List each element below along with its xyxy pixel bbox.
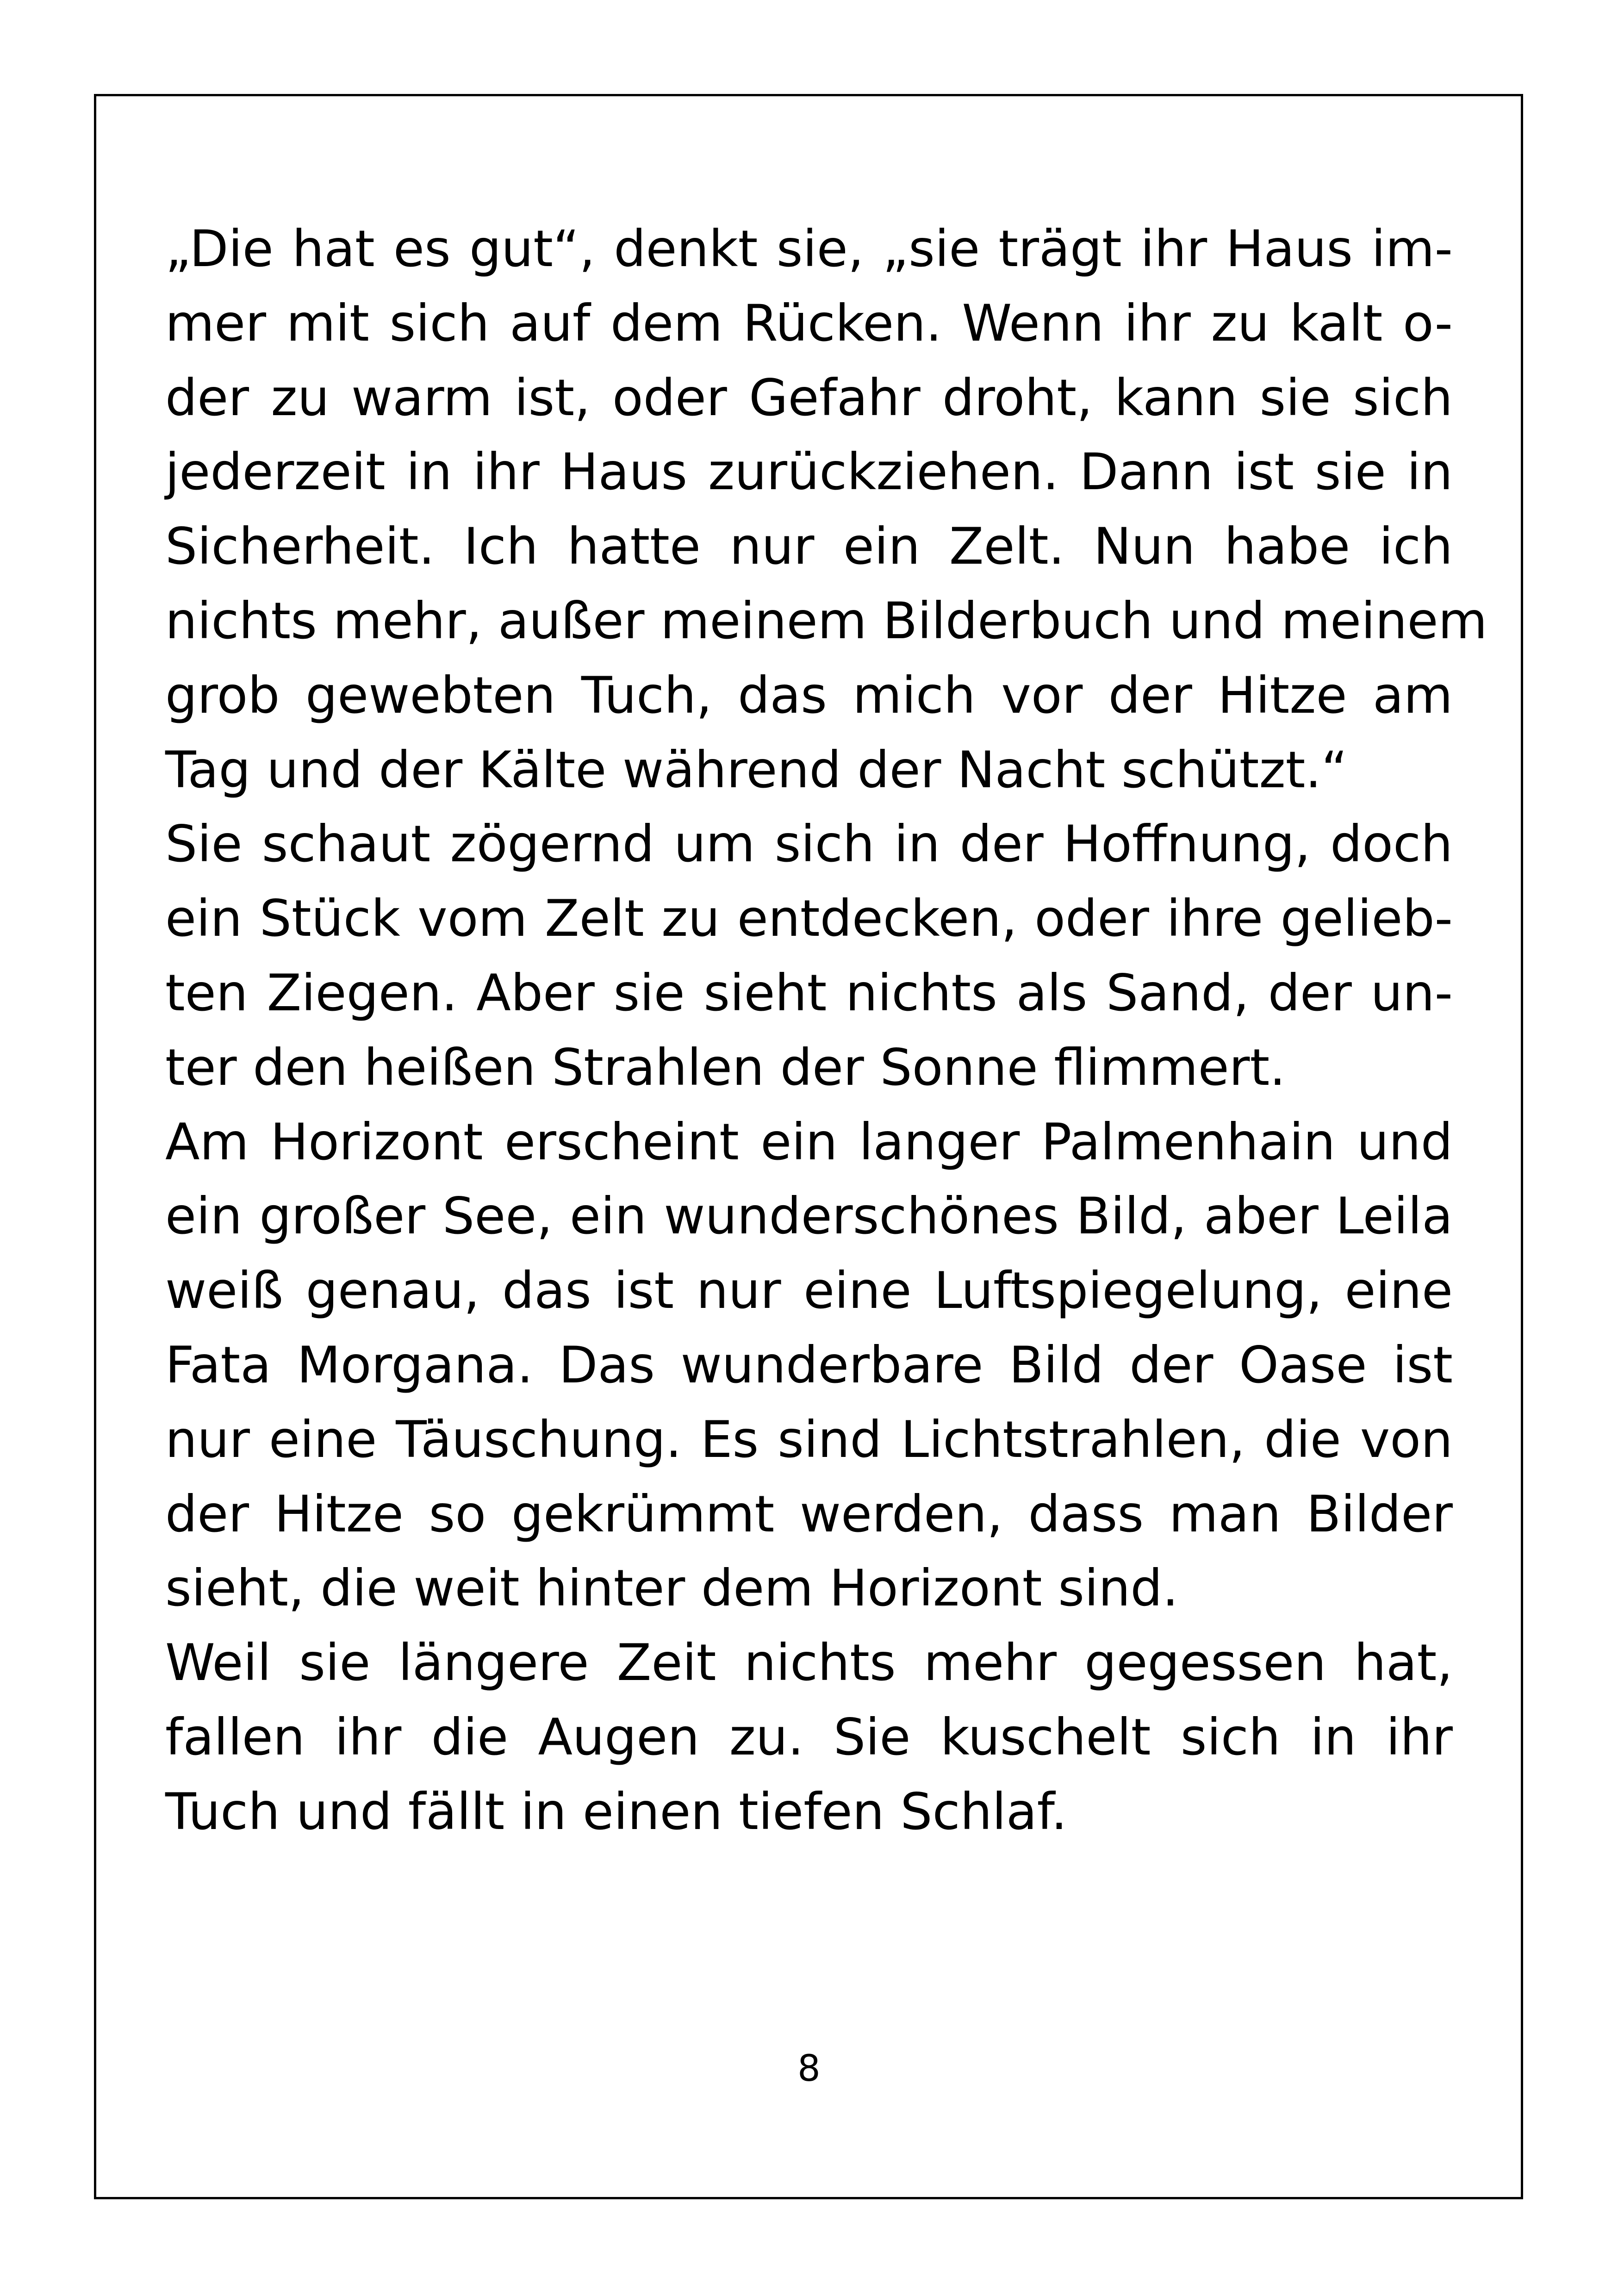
text-line: Am Horizont erscheint ein langer Palmenhain und [165, 1112, 1453, 1171]
text-line: ten Ziegen. Aber sie sieht nichts als Sand, der un- [165, 963, 1453, 1022]
text-line: fallen ihr die Augen zu. Sie kuschelt sich in ihr [165, 1707, 1453, 1767]
story-text [165, 212, 1487, 1849]
text-line: Tuch und fällt in einen tiefen Schlaf. [165, 1782, 1067, 1841]
text-line: Sie schaut zögernd um sich in der Hoffnung, doch [165, 815, 1453, 874]
text-line: nur eine Täuschung. Es sind Lichtstrahlen, die von [165, 1410, 1453, 1469]
paragraph-4 [165, 1626, 1453, 1849]
text-line: ein großer See, ein wunderschönes Bild, aber Leila [165, 1187, 1453, 1246]
text-line: „Die hat es gut“, denkt sie, „sie trägt ihr Haus im- [165, 219, 1453, 278]
text-line: sieht, die weit hinter dem Horizont sind. [165, 1559, 1179, 1618]
text-line: nichts mehr, außer meinem Bilderbuch und meinem [165, 591, 1487, 650]
text-line: Fata Morgana. Das wunderbare Bild der Oase ist [165, 1335, 1453, 1394]
text-line: ter den heißen Strahlen der Sonne flimmert. [165, 1038, 1286, 1097]
text-line: weiß genau, das ist nur eine Luftspiegelung, eine [165, 1261, 1453, 1320]
text-line: Tag und der Kälte während der Nacht schützt.“ [165, 740, 1348, 799]
page-number: 8 [797, 2048, 821, 2090]
paragraph-3 [165, 1105, 1453, 1626]
text-line: Sicherheit. Ich hatte nur ein Zelt. Nun habe ich [165, 517, 1453, 576]
paragraph-1 [165, 212, 1487, 807]
text-line: mer mit sich auf dem Rücken. Wenn ihr zu kalt o- [165, 293, 1453, 353]
text-line: der Hitze so gekrümmt werden, dass man Bilder [165, 1484, 1453, 1543]
text-line: Weil sie längere Zeit nichts mehr gegessen hat, [165, 1633, 1453, 1692]
text-line: jederzeit in ihr Haus zurückziehen. Dann ist sie in [165, 442, 1453, 502]
text-line: der zu warm ist, oder Gefahr droht, kann sie sich [165, 368, 1453, 427]
paragraph-2 [165, 807, 1453, 1105]
text-line: ein Stück vom Zelt zu entdecken, oder ihre gelieb- [165, 889, 1453, 948]
text-line: grob gewebten Tuch, das mich vor der Hitze am [165, 666, 1453, 725]
